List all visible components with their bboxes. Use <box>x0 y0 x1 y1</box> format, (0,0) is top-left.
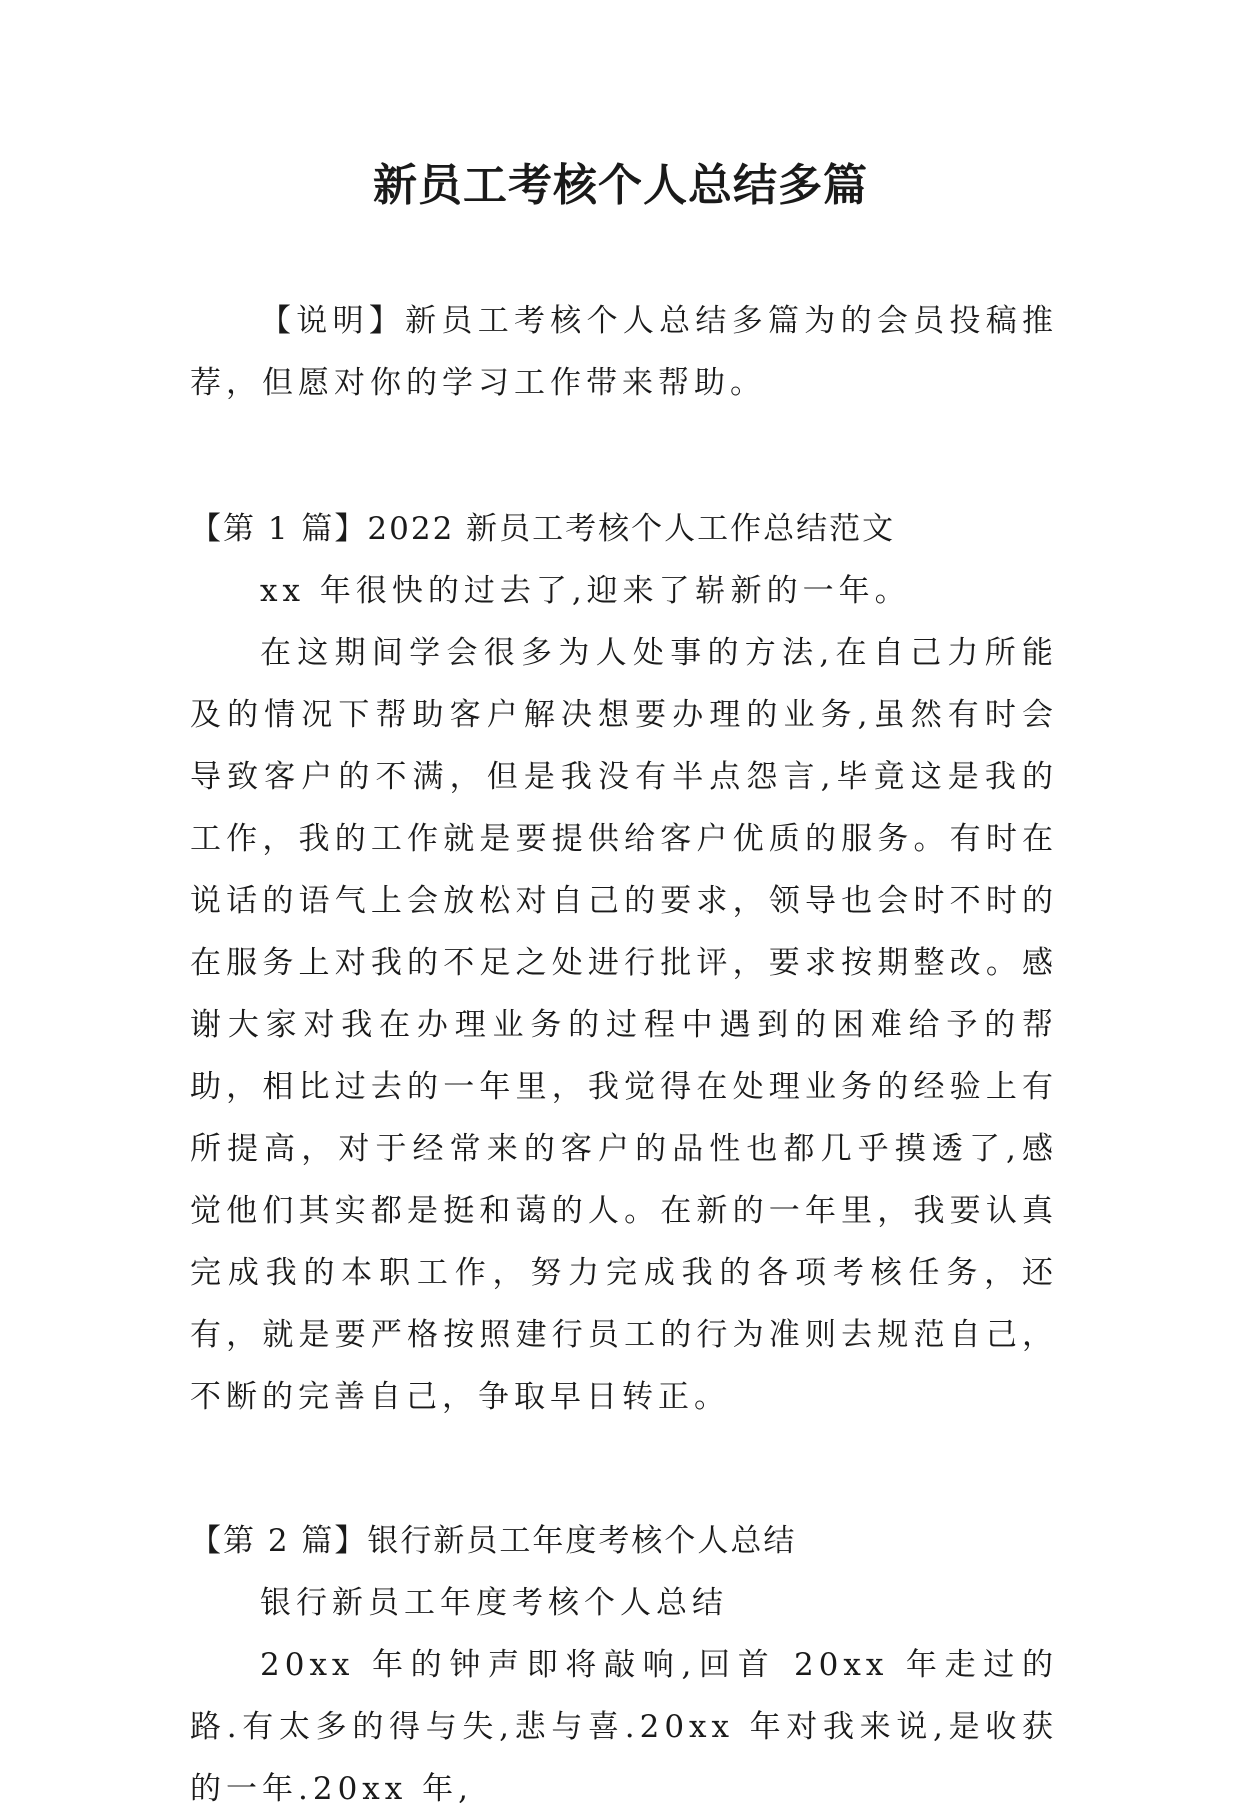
section-paragraph: 在这期间学会很多为人处事的方法,在自己力所能及的情况下帮助客户解决想要办理的业务,虽然有时会导致客户的不满，但是我没有半点怨言,毕竟这是我的工作，我的工作就是要提供给客户优质的服务。有时在说话的语气上会放松对自己的要求，领导也会时不时的在服务上对我的不足之处进行批评，要求按期整改。感谢大家对我在办理业务的过程中遇到的困难给予的帮助，相比过去的一年里，我觉得在处理业务的经验上有所提高，对于经常来的客户的品性也都几乎摸透了,感觉他们其实都是挺和蔼的人。在新的一年里，我要认真完成我的本职工作，努力完成我的各项考核任务，还有，就是要严格按照建行员工的行为准则去规范自己，不断的完善自己，争取早日转正。 <box>190 635 1058 1415</box>
document-body <box>190 290 1058 1820</box>
document-title: 新员工考核个人总结多篇 <box>373 160 868 211</box>
section-heading: 【第 2 篇】银行新员工年度考核个人总结 <box>190 1523 797 1559</box>
section-paragraph: xx 年很快的过去了,迎来了崭新的一年。 <box>260 573 911 609</box>
section-heading: 【第 1 篇】2022 新员工考核个人工作总结范文 <box>190 511 896 547</box>
section-1 <box>190 498 1058 1428</box>
section-paragraph: 20xx 年的钟声即将敲响,回首 20xx 年走过的路.有太多的得与失,悲与喜.20xx 年对我来说,是收获的一年.20xx 年, <box>190 1647 1058 1807</box>
section-paragraph: 银行新员工年度考核个人总结 <box>260 1585 728 1621</box>
intro-paragraph: 【说明】新员工考核个人总结多篇为的会员投稿推荐，但愿对你的学习工作带来帮助。 <box>190 303 1058 401</box>
section-2 <box>190 1510 1058 1820</box>
